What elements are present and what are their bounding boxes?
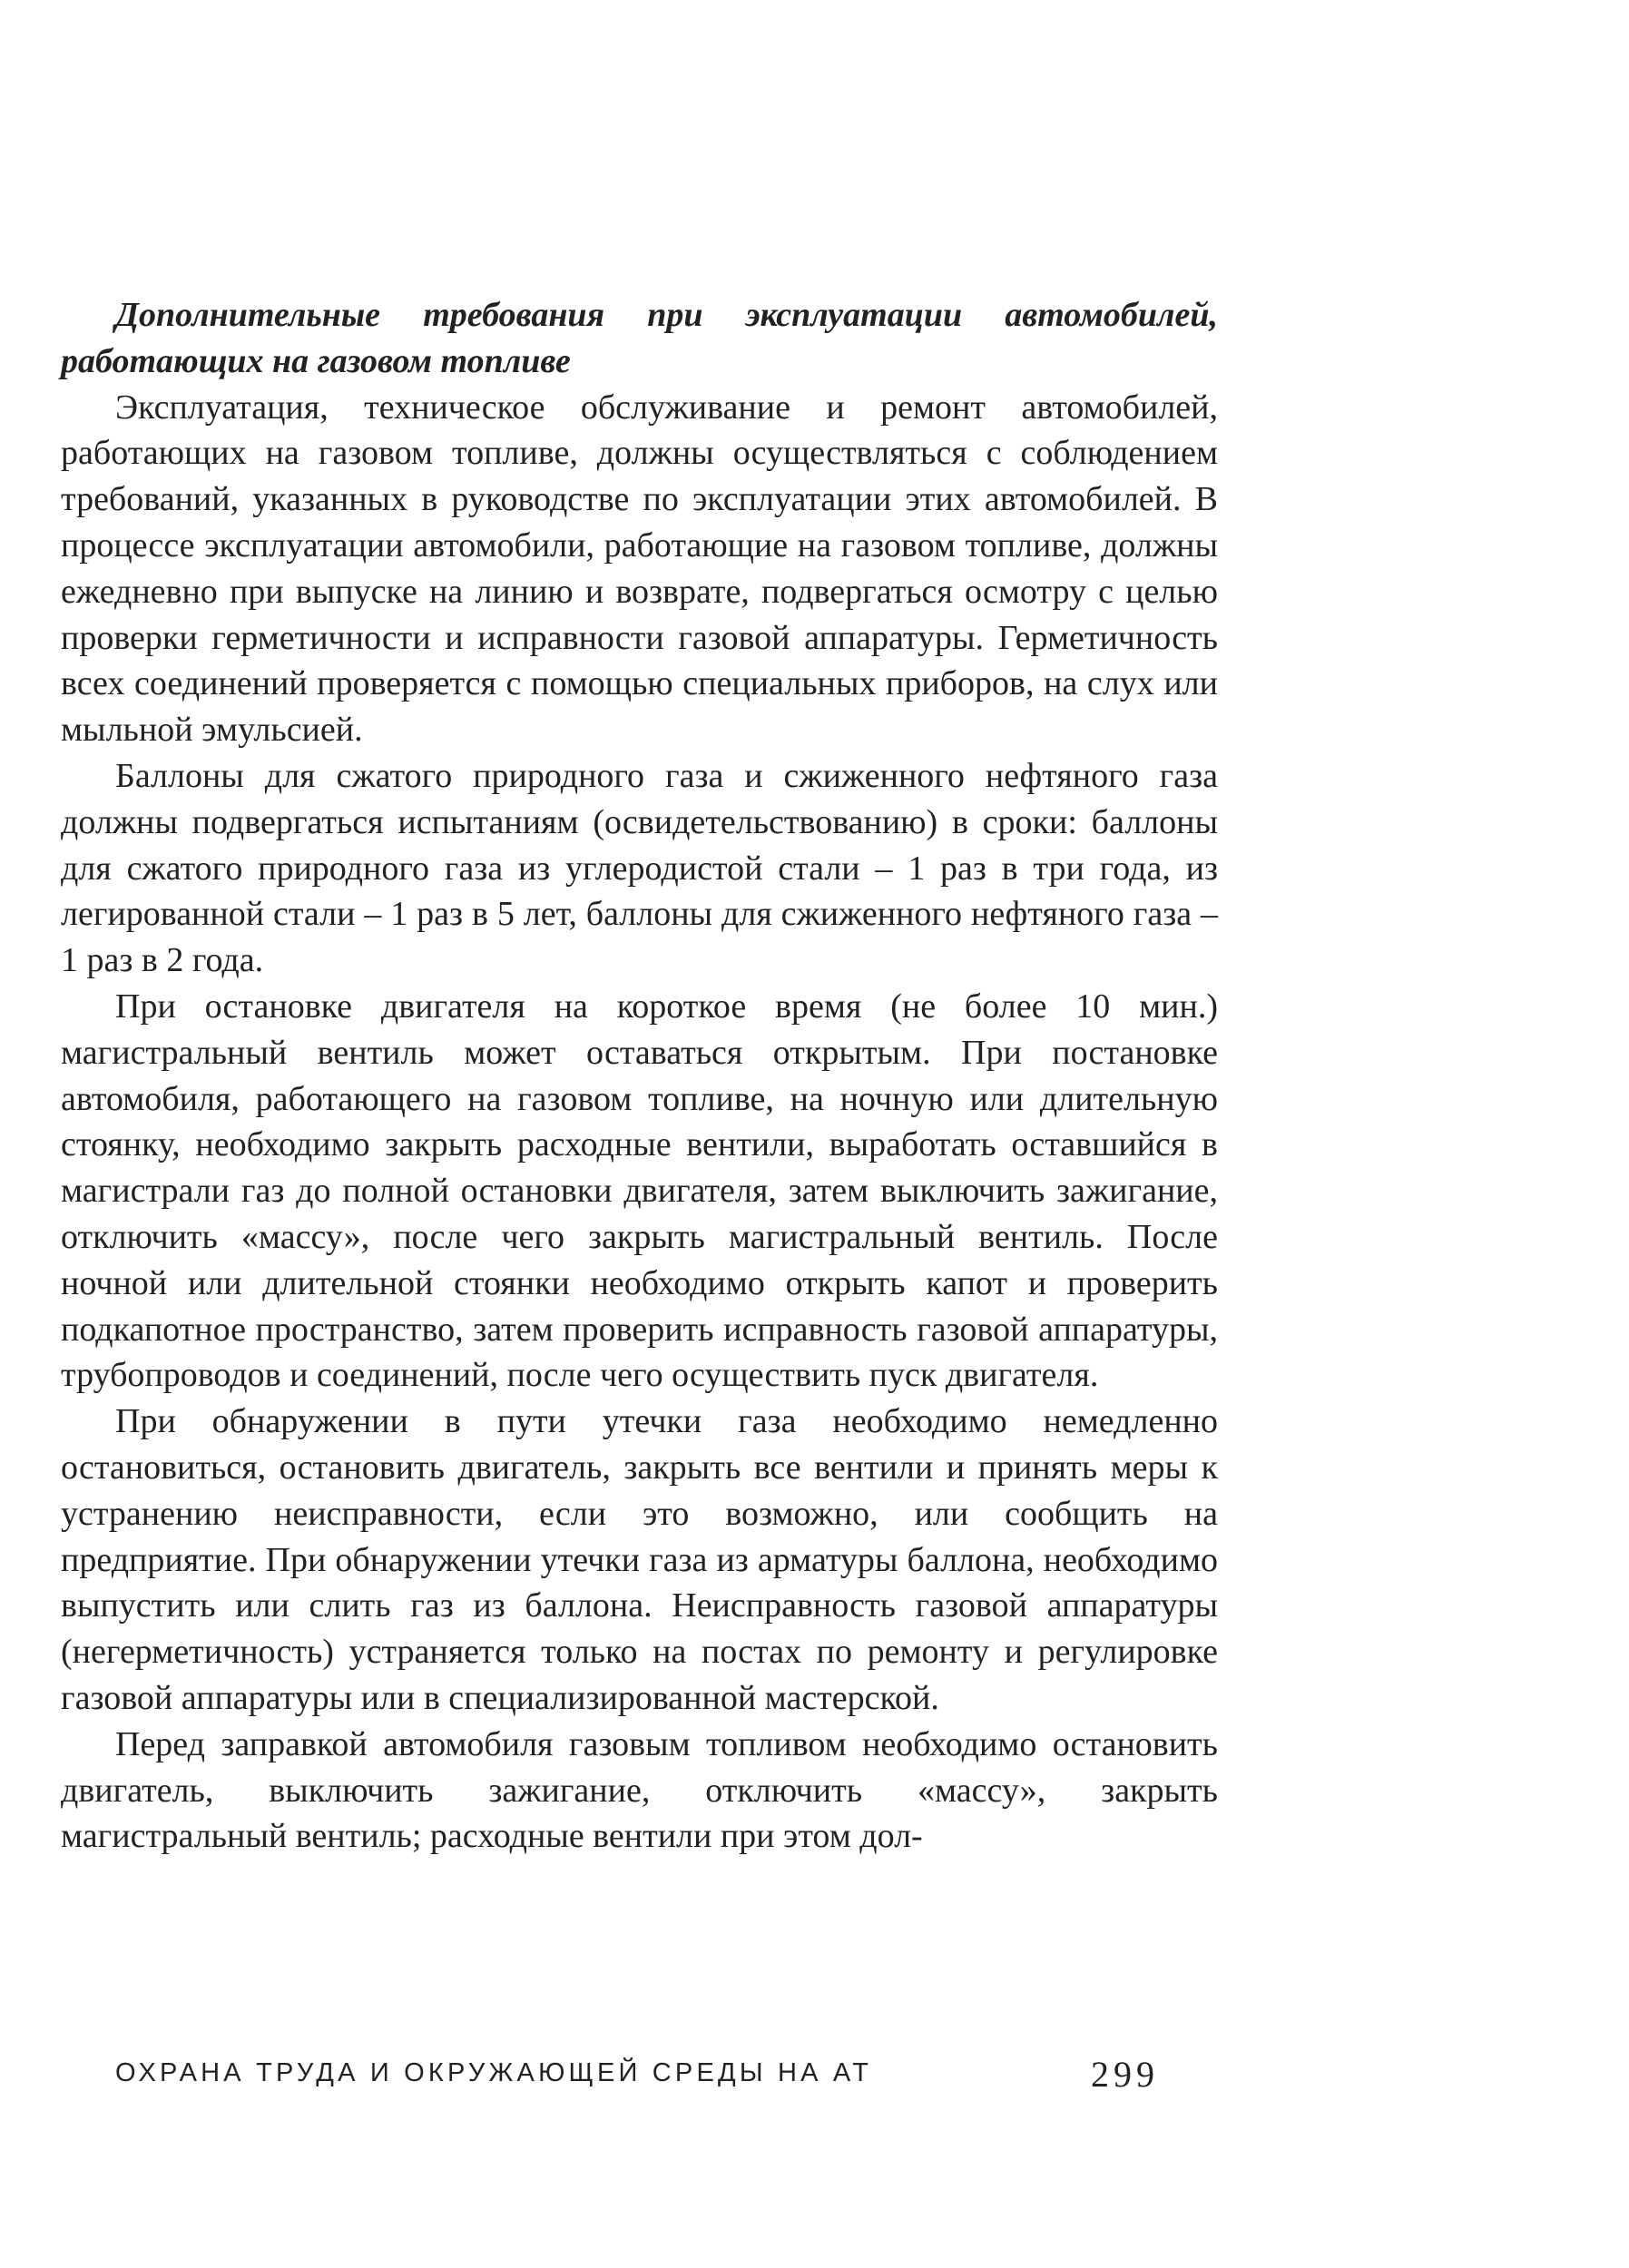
running-footer-title: ОХРАНА ТРУДА И ОКРУЖАЮЩЕЙ СРЕДЫ НА АТ [115, 2058, 873, 2087]
paragraph-4: При обнаружении в пути утечки газа необходимо немедленно остановиться, остановить двигатель, закрыть все вентили и принять меры к устранению неисправности, если это возможно, или сообщить на предприятие. При обнаружении утечки газа из арматуры баллона, необходимо выпустить или слить газ из баллона. Неисправность газовой аппаратуры (негерметичность) устраняется только на постах по ремонту и регулировке газовой аппаратуры или в специализированной мастерской. [61, 1402, 1218, 1717]
paragraph-1: Эксплуатация, техническое обслуживание и ремонт автомобилей, работающих на газовом топливе, должны осуществляться с соблюдением требований, указанных в руководстве по эксплуатации этих автомобилей. В процессе эксплуатации автомобили, работающие на газовом топливе, должны ежедневно при выпуске на линию и возврате, подвергаться осмотру с целью проверки герметичности и исправности газовой аппаратуры. Герметичность всех соединений проверяется с помощью специальных приборов, на слух или мыльной эмульсией. [61, 388, 1218, 750]
paragraph-5: Перед заправкой автомобиля газовым топливом необходимо остановить двигатель, выключить зажигание, отключить «массу», закрыть магистральный вентиль; расходные вентили при этом дол- [61, 1724, 1218, 1856]
page-footer [115, 2054, 1159, 2104]
paragraph-2: Баллоны для сжатого природного газа и сжиженного нефтяного газа должны подвергаться испытаниям (освидетельствованию) в сроки: баллоны для сжатого природного газа из углеродистой стали – 1 раз в три года, из легированной стали – 1 раз в 5 лет, баллоны для сжиженного нефтяного газа – 1 раз в 2 года. [61, 756, 1218, 980]
paragraph-3: При остановке двигателя на короткое время (не более 10 мин.) магистральный вентиль может оставаться открытым. При постановке автомобиля, работающего на газовом топливе, на ночную или длительную стоянку, необходимо закрыть расходные вентили, выработать оставшийся в магистрали газ до полной остановки двигателя, затем выключить зажигание, отключить «массу», после чего закрыть магистральный вентиль. После ночной или длительной стоянки необходимо открыть капот и проверить подкапотное пространство, затем проверить исправность газовой аппаратуры, трубопроводов и соединений, после чего осуществить пуск двигателя. [61, 987, 1218, 1395]
page-number: 299 [1091, 2054, 1159, 2095]
page-body [61, 292, 1218, 1860]
section-heading: Дополнительные требования при эксплуатации автомобилей, работающих на газовом топливе [61, 296, 1218, 380]
